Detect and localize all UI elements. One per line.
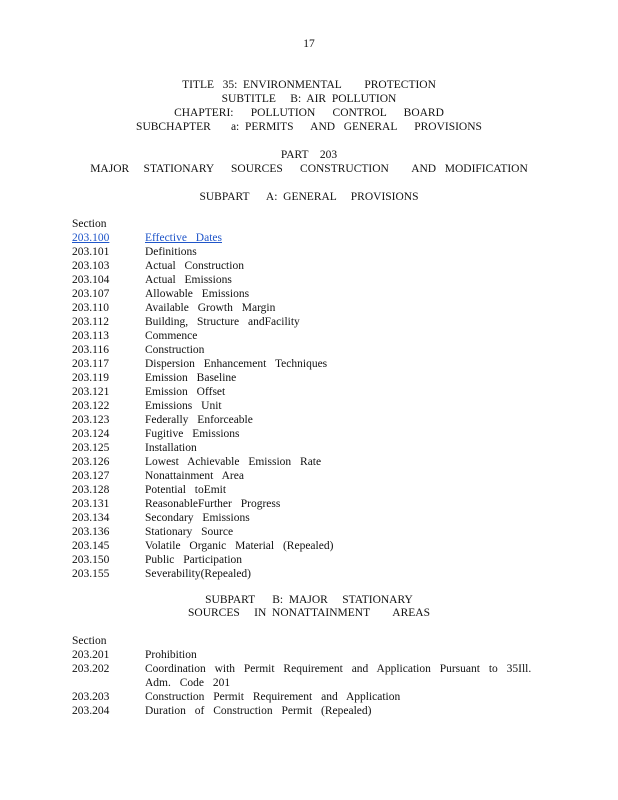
section-title: Prohibition [145, 649, 197, 661]
section-title: Dispersion Enhancement Techniques [145, 358, 328, 370]
section-title: Actual Emissions [145, 274, 232, 286]
section-number: 203.116 [72, 344, 109, 356]
section-number: 203.123 [72, 414, 110, 426]
chapter-line: CHAPTERI: POLLUTION CONTROL BOARD [174, 107, 444, 119]
section-title: Commence [145, 330, 198, 342]
section-number: 203.112 [72, 316, 109, 328]
section-title: Emissions Unit [145, 400, 222, 412]
section-title: Secondary Emissions [145, 512, 250, 524]
section-title: Construction [145, 344, 205, 356]
section-number: 203.121 [72, 386, 110, 398]
section-number: 203.104 [72, 274, 110, 286]
section-title: Emission Offset [145, 386, 226, 398]
section-title: Nonattainment Area [145, 470, 244, 482]
section-label-b: Section [72, 635, 107, 647]
page-number: 17 [303, 38, 315, 50]
section-title: Definitions [145, 246, 197, 258]
section-title: ReasonableFurther Progress [145, 498, 281, 510]
subtitle-line: SUBTITLE B: AIR POLLUTION [221, 93, 397, 105]
section-title: Fugitive Emissions [145, 428, 240, 440]
section-number-link[interactable]: 203.100 [72, 232, 110, 244]
section-number: 203.201 [72, 649, 110, 661]
section-label-a: Section [72, 218, 107, 230]
section-number: 203.128 [72, 484, 110, 496]
subpart-b-heading-line1: SUBPART B: MAJOR STATIONARY [205, 594, 413, 606]
section-number: 203.202 [72, 663, 110, 675]
section-title: Public Participation [145, 554, 243, 566]
section-title: Allowable Emissions [145, 288, 250, 300]
subchapter-line: SUBCHAPTER a: PERMITS AND GENERAL PROVISIONS [136, 121, 482, 133]
section-number: 203.101 [72, 246, 110, 258]
section-number: 203.126 [72, 456, 110, 468]
section-number: 203.204 [72, 705, 110, 717]
section-title: Available Growth Margin [145, 302, 276, 314]
section-title: Installation [145, 442, 197, 454]
section-number: 203.117 [72, 358, 109, 370]
subpart-a-heading: SUBPART A: GENERAL PROVISIONS [199, 191, 419, 203]
section-title: Building, Structure andFacility [145, 316, 300, 328]
section-number: 203.150 [72, 554, 110, 566]
part-name: MAJOR STATIONARY SOURCES CONSTRUCTION AND MODIFICATION [90, 163, 528, 175]
section-number: 203.131 [72, 498, 110, 510]
section-title: Lowest Achievable Emission Rate [145, 456, 322, 468]
section-number: 203.103 [72, 260, 110, 272]
subpart-b-heading-line2: SOURCES IN NONATTAINMENT AREAS [188, 607, 430, 619]
section-number: 203.124 [72, 428, 110, 440]
section-title: Duration of Construction Permit (Repealed) [145, 705, 372, 717]
section-number: 203.134 [72, 512, 110, 524]
title-line: TITLE 35: ENVIRONMENTAL PROTECTION [182, 79, 436, 91]
section-title: Volatile Organic Material (Repealed) [145, 540, 334, 552]
section-title-link[interactable]: Effective Dates [145, 232, 222, 244]
section-number: 203.127 [72, 470, 110, 482]
section-title: Stationary Source [145, 526, 234, 538]
section-number: 203.145 [72, 540, 110, 552]
section-title: Construction Permit Requirement and Application [145, 691, 401, 703]
section-number: 203.119 [72, 372, 109, 384]
section-number: 203.110 [72, 302, 109, 314]
section-number: 203.107 [72, 288, 110, 300]
section-title: Potential toEmit [145, 484, 227, 496]
part-number: PART 203 [280, 149, 338, 161]
section-number: 203.155 [72, 568, 110, 580]
section-title: Coordination with Permit Requirement and Application Pursuant to 35Ill. Adm. Code 201 [145, 663, 532, 689]
section-title: Emission Baseline [145, 372, 237, 384]
section-number: 203.136 [72, 526, 110, 538]
section-title: Actual Construction [145, 260, 244, 272]
section-number: 203.113 [72, 330, 109, 342]
section-number: 203.125 [72, 442, 110, 454]
section-number: 203.122 [72, 400, 110, 412]
section-title: Severability(Repealed) [145, 568, 252, 580]
section-number: 203.203 [72, 691, 110, 703]
section-title: Federally Enforceable [145, 414, 253, 426]
